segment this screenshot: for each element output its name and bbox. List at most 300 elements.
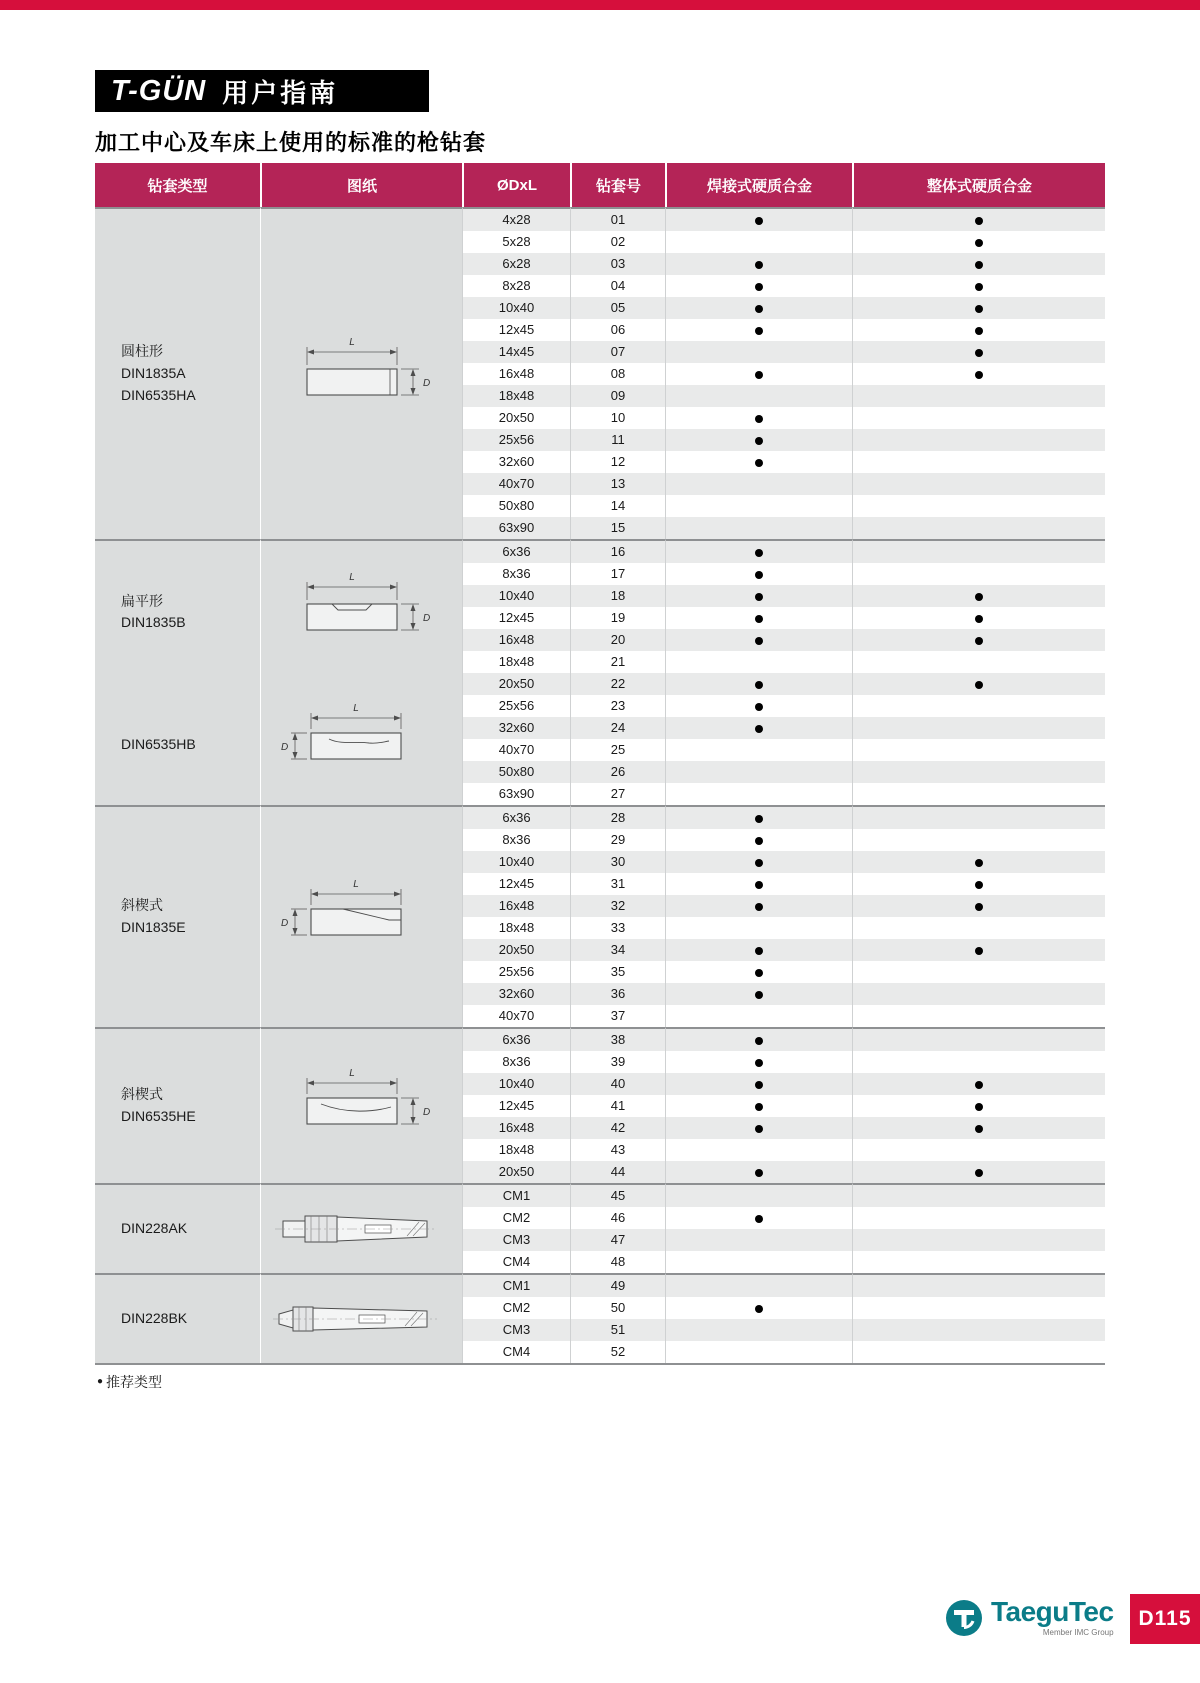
recommended-dot: [975, 947, 983, 955]
recommended-dot: [975, 327, 983, 335]
bushing-no-value: 12: [570, 451, 665, 473]
recommended-dot: [755, 1215, 763, 1223]
technical-drawing-din1835a: [277, 331, 447, 417]
solid-carbide-cell: [852, 1117, 1105, 1139]
drawing-cell: [260, 1027, 462, 1183]
size-value: 40x70: [462, 1005, 570, 1027]
size-value: 20x50: [462, 407, 570, 429]
welded-carbide-cell: [665, 385, 852, 407]
bushing-type-label: 扁平形 DIN1835B: [121, 592, 186, 631]
bushing-type-label: 圆柱形 DIN1835A DIN6535HA: [121, 343, 196, 403]
drawing-cell: [260, 1183, 462, 1273]
bushing-no-value: 03: [570, 253, 665, 275]
welded-carbide-cell: [665, 1005, 852, 1027]
recommended-dot: [755, 549, 763, 557]
size-value: CM3: [462, 1319, 570, 1341]
bushing-no-value: 38: [570, 1027, 665, 1051]
solid-carbide-cell: [852, 895, 1105, 917]
solid-carbide-cell: [852, 1027, 1105, 1051]
recommended-dot: [975, 305, 983, 313]
welded-carbide-cell: [665, 873, 852, 895]
size-value: 16x48: [462, 1117, 570, 1139]
welded-carbide-cell: [665, 563, 852, 585]
size-value: 16x48: [462, 629, 570, 651]
svg-text:D: D: [422, 1107, 430, 1118]
bushing-no-value: 47: [570, 1229, 665, 1251]
solid-carbide-cell: [852, 851, 1105, 873]
welded-carbide-cell: [665, 429, 852, 451]
size-value: 12x45: [462, 1095, 570, 1117]
solid-carbide-cell: [852, 829, 1105, 851]
bushing-no-value: 02: [570, 231, 665, 253]
welded-carbide-cell: [665, 585, 852, 607]
bushing-no-value: 51: [570, 1319, 665, 1341]
welded-carbide-cell: [665, 829, 852, 851]
welded-carbide-cell: [665, 961, 852, 983]
solid-carbide-cell: [852, 407, 1105, 429]
bushing-spec-table: [95, 163, 1105, 1365]
table-body: [95, 207, 1105, 1363]
recommended-dot: [755, 1305, 763, 1313]
welded-carbide-cell: [665, 231, 852, 253]
recommended-dot: [755, 991, 763, 999]
bushing-no-value: 42: [570, 1117, 665, 1139]
recommended-dot: [755, 903, 763, 911]
welded-carbide-cell: [665, 495, 852, 517]
recommended-dot: [755, 881, 763, 889]
solid-carbide-cell: [852, 1207, 1105, 1229]
solid-carbide-cell: [852, 673, 1105, 695]
table-row: [95, 207, 1105, 231]
size-value: CM3: [462, 1229, 570, 1251]
size-value: 6x28: [462, 253, 570, 275]
logo-texts: [991, 1598, 1114, 1637]
svg-text:L: L: [352, 879, 359, 890]
bushing-no-value: 45: [570, 1183, 665, 1207]
recommended-dot: [975, 349, 983, 357]
size-value: CM2: [462, 1297, 570, 1319]
welded-carbide-cell: [665, 341, 852, 363]
size-value: 50x80: [462, 761, 570, 783]
bushing-no-value: 01: [570, 207, 665, 231]
solid-carbide-cell: [852, 539, 1105, 563]
size-value: 8x36: [462, 1051, 570, 1073]
bushing-no-value: 10: [570, 407, 665, 429]
welded-carbide-cell: [665, 1251, 852, 1273]
table-row: [95, 1027, 1105, 1051]
col-header-solid-carbide: 整体式硬质合金: [852, 163, 1105, 207]
welded-carbide-cell: [665, 695, 852, 717]
recommended-dot: [975, 903, 983, 911]
bushing-no-value: 31: [570, 873, 665, 895]
recommended-dot: [975, 615, 983, 623]
solid-carbide-cell: [852, 651, 1105, 673]
bushing-type-cell: [95, 1027, 260, 1183]
bushing-no-value: 30: [570, 851, 665, 873]
size-value: 12x45: [462, 873, 570, 895]
solid-carbide-cell: [852, 517, 1105, 539]
size-value: 10x40: [462, 297, 570, 319]
welded-carbide-cell: [665, 805, 852, 829]
top-accent-bar: [0, 0, 1200, 10]
bushing-no-value: 35: [570, 961, 665, 983]
size-value: 10x40: [462, 851, 570, 873]
bushing-no-value: 25: [570, 739, 665, 761]
t-gun-brand-logo: T-GÜN: [111, 74, 207, 107]
bushing-no-value: 05: [570, 297, 665, 319]
bushing-type-label: DIN6535HB: [121, 735, 196, 752]
table-row: [95, 1273, 1105, 1297]
recommended-dot: [755, 371, 763, 379]
recommended-dot: [975, 371, 983, 379]
welded-carbide-cell: [665, 607, 852, 629]
bushing-no-value: 33: [570, 917, 665, 939]
svg-text:D: D: [280, 741, 288, 753]
welded-carbide-cell: [665, 1297, 852, 1319]
solid-carbide-cell: [852, 207, 1105, 231]
welded-carbide-cell: [665, 1273, 852, 1297]
welded-carbide-cell: [665, 1073, 852, 1095]
bushing-no-value: 34: [570, 939, 665, 961]
recommended-dot: [975, 1103, 983, 1111]
welded-carbide-cell: [665, 983, 852, 1005]
welded-carbide-cell: [665, 1095, 852, 1117]
bushing-no-value: 28: [570, 805, 665, 829]
size-value: 40x70: [462, 473, 570, 495]
welded-carbide-cell: [665, 895, 852, 917]
bushing-no-value: 41: [570, 1095, 665, 1117]
solid-carbide-cell: [852, 917, 1105, 939]
recommended-dot: [755, 969, 763, 977]
welded-carbide-cell: [665, 651, 852, 673]
solid-carbide-cell: [852, 363, 1105, 385]
welded-carbide-cell: [665, 1117, 852, 1139]
size-value: 32x60: [462, 983, 570, 1005]
size-value: 18x48: [462, 651, 570, 673]
technical-drawing-din6535he: [277, 1064, 447, 1148]
size-value: 18x48: [462, 1139, 570, 1161]
bushing-no-value: 36: [570, 983, 665, 1005]
welded-carbide-cell: [665, 1051, 852, 1073]
solid-carbide-cell: [852, 1095, 1105, 1117]
solid-carbide-cell: [852, 451, 1105, 473]
recommended-dot: [975, 881, 983, 889]
solid-carbide-cell: [852, 607, 1105, 629]
recommended-dot: [755, 305, 763, 313]
welded-carbide-cell: [665, 207, 852, 231]
bushing-type-cell: [95, 805, 260, 1027]
svg-text:L: L: [352, 702, 359, 714]
bushing-no-value: 16: [570, 539, 665, 563]
recommended-dot: [975, 859, 983, 867]
recommended-dot: [975, 283, 983, 291]
solid-carbide-cell: [852, 939, 1105, 961]
size-value: CM1: [462, 1183, 570, 1207]
recommended-dot: [975, 1081, 983, 1089]
bushing-no-value: 27: [570, 783, 665, 805]
welded-carbide-cell: [665, 1027, 852, 1051]
bushing-table: [95, 163, 1105, 1365]
bushing-no-value: 04: [570, 275, 665, 297]
recommended-dot: [755, 615, 763, 623]
bushing-no-value: 37: [570, 1005, 665, 1027]
bushing-type-cell: [95, 1273, 260, 1363]
bushing-no-value: 09: [570, 385, 665, 407]
solid-carbide-cell: [852, 761, 1105, 783]
size-value: 16x48: [462, 363, 570, 385]
solid-carbide-cell: [852, 297, 1105, 319]
recommended-dot: [755, 637, 763, 645]
solid-carbide-cell: [852, 629, 1105, 651]
solid-carbide-cell: [852, 1273, 1105, 1297]
bushing-no-value: 21: [570, 651, 665, 673]
bushing-no-value: 40: [570, 1073, 665, 1095]
solid-carbide-cell: [852, 805, 1105, 829]
size-value: CM4: [462, 1341, 570, 1363]
solid-carbide-cell: [852, 231, 1105, 253]
col-header-drawing: 图纸: [260, 163, 462, 207]
recommended-dot: [755, 1059, 763, 1067]
welded-carbide-cell: [665, 629, 852, 651]
recommended-dot: [975, 217, 983, 225]
size-value: 4x28: [462, 207, 570, 231]
bushing-no-value: 20: [570, 629, 665, 651]
recommended-dot: [755, 703, 763, 711]
technical-drawing-din228ak: [269, 1203, 455, 1255]
recommended-dot: [755, 1103, 763, 1111]
recommended-dot: [755, 859, 763, 867]
welded-carbide-cell: [665, 1161, 852, 1183]
footnote-dot-icon: ●: [97, 1376, 104, 1387]
solid-carbide-cell: [852, 385, 1105, 407]
col-header-welded-carbide: 焊接式硬质合金: [665, 163, 852, 207]
welded-carbide-cell: [665, 1183, 852, 1207]
welded-carbide-cell: [665, 473, 852, 495]
solid-carbide-cell: [852, 1139, 1105, 1161]
recommended-dot: [755, 217, 763, 225]
recommended-dot: [755, 283, 763, 291]
bushing-type-cell: [95, 539, 260, 805]
bushing-no-value: 32: [570, 895, 665, 917]
solid-carbide-cell: [852, 783, 1105, 805]
svg-text:L: L: [348, 337, 355, 348]
footnote-text: 推荐类型: [106, 1374, 163, 1390]
size-value: 6x36: [462, 1027, 570, 1051]
taegutec-logo: [945, 1598, 1114, 1637]
size-value: 12x45: [462, 607, 570, 629]
size-value: 10x40: [462, 1073, 570, 1095]
size-value: 32x60: [462, 451, 570, 473]
solid-carbide-cell: [852, 429, 1105, 451]
bushing-no-value: 52: [570, 1341, 665, 1363]
solid-carbide-cell: [852, 1229, 1105, 1251]
taegutec-logo-icon: [945, 1599, 983, 1637]
recommended-dot: [755, 261, 763, 269]
recommended-dot: [975, 681, 983, 689]
svg-text:D: D: [422, 612, 430, 624]
size-value: 8x36: [462, 563, 570, 585]
welded-carbide-cell: [665, 297, 852, 319]
welded-carbide-cell: [665, 673, 852, 695]
col-header-bushing-no: 钻套号: [570, 163, 665, 207]
size-value: 63x90: [462, 517, 570, 539]
welded-carbide-cell: [665, 539, 852, 563]
solid-carbide-cell: [852, 1005, 1105, 1027]
size-value: 40x70: [462, 739, 570, 761]
solid-carbide-cell: [852, 1073, 1105, 1095]
recommended-dot: [755, 947, 763, 955]
size-value: 50x80: [462, 495, 570, 517]
solid-carbide-cell: [852, 275, 1105, 297]
size-value: 20x50: [462, 1161, 570, 1183]
bushing-no-value: 22: [570, 673, 665, 695]
size-value: 18x48: [462, 917, 570, 939]
welded-carbide-cell: [665, 739, 852, 761]
table-row: [95, 539, 1105, 563]
solid-carbide-cell: [852, 873, 1105, 895]
bushing-no-value: 08: [570, 363, 665, 385]
solid-carbide-cell: [852, 1161, 1105, 1183]
technical-drawing-din6535hb: [277, 701, 447, 781]
recommended-dot: [755, 459, 763, 467]
technical-drawing-din1835e: [277, 875, 447, 959]
header-title: 用户指南: [222, 77, 339, 108]
welded-carbide-cell: [665, 761, 852, 783]
recommended-dot: [755, 1125, 763, 1133]
welded-carbide-cell: [665, 851, 852, 873]
drawing-cell: [260, 1273, 462, 1363]
welded-carbide-cell: [665, 783, 852, 805]
solid-carbide-cell: [852, 983, 1105, 1005]
solid-carbide-cell: [852, 319, 1105, 341]
bushing-type-cell: [95, 1183, 260, 1273]
recommended-dot: [755, 725, 763, 733]
size-value: 8x28: [462, 275, 570, 297]
size-value: 6x36: [462, 805, 570, 829]
bushing-no-value: 26: [570, 761, 665, 783]
size-value: 25x56: [462, 695, 570, 717]
bushing-no-value: 24: [570, 717, 665, 739]
bushing-no-value: 29: [570, 829, 665, 851]
col-header-bushing-type: 钻套类型: [95, 163, 260, 207]
size-value: 6x36: [462, 539, 570, 563]
bushing-no-value: 23: [570, 695, 665, 717]
welded-carbide-cell: [665, 517, 852, 539]
welded-carbide-cell: [665, 917, 852, 939]
logo-subtext: Member IMC Group: [1042, 1628, 1114, 1637]
table-row: [95, 805, 1105, 829]
welded-carbide-cell: [665, 939, 852, 961]
bushing-no-value: 39: [570, 1051, 665, 1073]
welded-carbide-cell: [665, 1319, 852, 1341]
technical-drawing-din228bk: [269, 1293, 455, 1345]
size-value: 18x48: [462, 385, 570, 407]
solid-carbide-cell: [852, 341, 1105, 363]
bushing-no-value: 17: [570, 563, 665, 585]
svg-text:L: L: [348, 1068, 355, 1079]
recommended-dot: [975, 261, 983, 269]
welded-carbide-cell: [665, 1229, 852, 1251]
bushing-no-value: 50: [570, 1297, 665, 1319]
bushing-type-label: 斜楔式 DIN1835E: [121, 897, 186, 935]
size-value: 16x48: [462, 895, 570, 917]
solid-carbide-cell: [852, 1251, 1105, 1273]
solid-carbide-cell: [852, 695, 1105, 717]
recommended-dot: [755, 837, 763, 845]
recommended-dot: [755, 815, 763, 823]
welded-carbide-cell: [665, 1341, 852, 1363]
bushing-type-label: DIN228AK: [121, 1220, 188, 1237]
bushing-no-value: 18: [570, 585, 665, 607]
size-value: CM2: [462, 1207, 570, 1229]
welded-carbide-cell: [665, 275, 852, 297]
table-row: [95, 1183, 1105, 1207]
welded-carbide-cell: [665, 319, 852, 341]
solid-carbide-cell: [852, 253, 1105, 275]
bushing-no-value: 06: [570, 319, 665, 341]
bushing-no-value: 44: [570, 1161, 665, 1183]
size-value: 12x45: [462, 319, 570, 341]
bushing-no-value: 07: [570, 341, 665, 363]
svg-text:L: L: [348, 571, 355, 583]
welded-carbide-cell: [665, 1207, 852, 1229]
recommended-dot: [755, 415, 763, 423]
size-value: 20x50: [462, 939, 570, 961]
logo-wordmark: TaeguTec: [991, 1596, 1114, 1627]
recommended-dot: [755, 1037, 763, 1045]
svg-text:D: D: [422, 378, 430, 389]
bushing-no-value: 48: [570, 1251, 665, 1273]
solid-carbide-cell: [852, 585, 1105, 607]
recommended-dot: [755, 571, 763, 579]
welded-carbide-cell: [665, 363, 852, 385]
page-number: D115: [1138, 1607, 1192, 1630]
solid-carbide-cell: [852, 563, 1105, 585]
solid-carbide-cell: [852, 1297, 1105, 1319]
recommended-dot: [755, 1169, 763, 1177]
welded-carbide-cell: [665, 253, 852, 275]
bushing-no-value: 19: [570, 607, 665, 629]
recommended-dot: [755, 681, 763, 689]
bushing-no-value: 11: [570, 429, 665, 451]
bushing-no-value: 14: [570, 495, 665, 517]
header-band: [95, 70, 429, 112]
size-value: 10x40: [462, 585, 570, 607]
size-value: 14x45: [462, 341, 570, 363]
solid-carbide-cell: [852, 961, 1105, 983]
solid-carbide-cell: [852, 1341, 1105, 1363]
section-title: 加工中心及车床上使用的标准的枪钻套: [95, 130, 487, 155]
footnote: [97, 1372, 162, 1392]
bushing-type-label: DIN228BK: [121, 1310, 188, 1327]
solid-carbide-cell: [852, 495, 1105, 517]
welded-carbide-cell: [665, 451, 852, 473]
solid-carbide-cell: [852, 473, 1105, 495]
size-value: 8x36: [462, 829, 570, 851]
size-value: CM4: [462, 1251, 570, 1273]
solid-carbide-cell: [852, 1319, 1105, 1341]
recommended-dot: [975, 1125, 983, 1133]
bushing-no-value: 15: [570, 517, 665, 539]
page-number-tab: [1130, 1594, 1200, 1644]
drawing-cell: [260, 207, 462, 539]
size-value: 20x50: [462, 673, 570, 695]
table-header-row: [95, 163, 1105, 207]
welded-carbide-cell: [665, 407, 852, 429]
bushing-type-cell: [95, 207, 260, 539]
welded-carbide-cell: [665, 717, 852, 739]
technical-drawing-din1835b: [277, 566, 447, 652]
